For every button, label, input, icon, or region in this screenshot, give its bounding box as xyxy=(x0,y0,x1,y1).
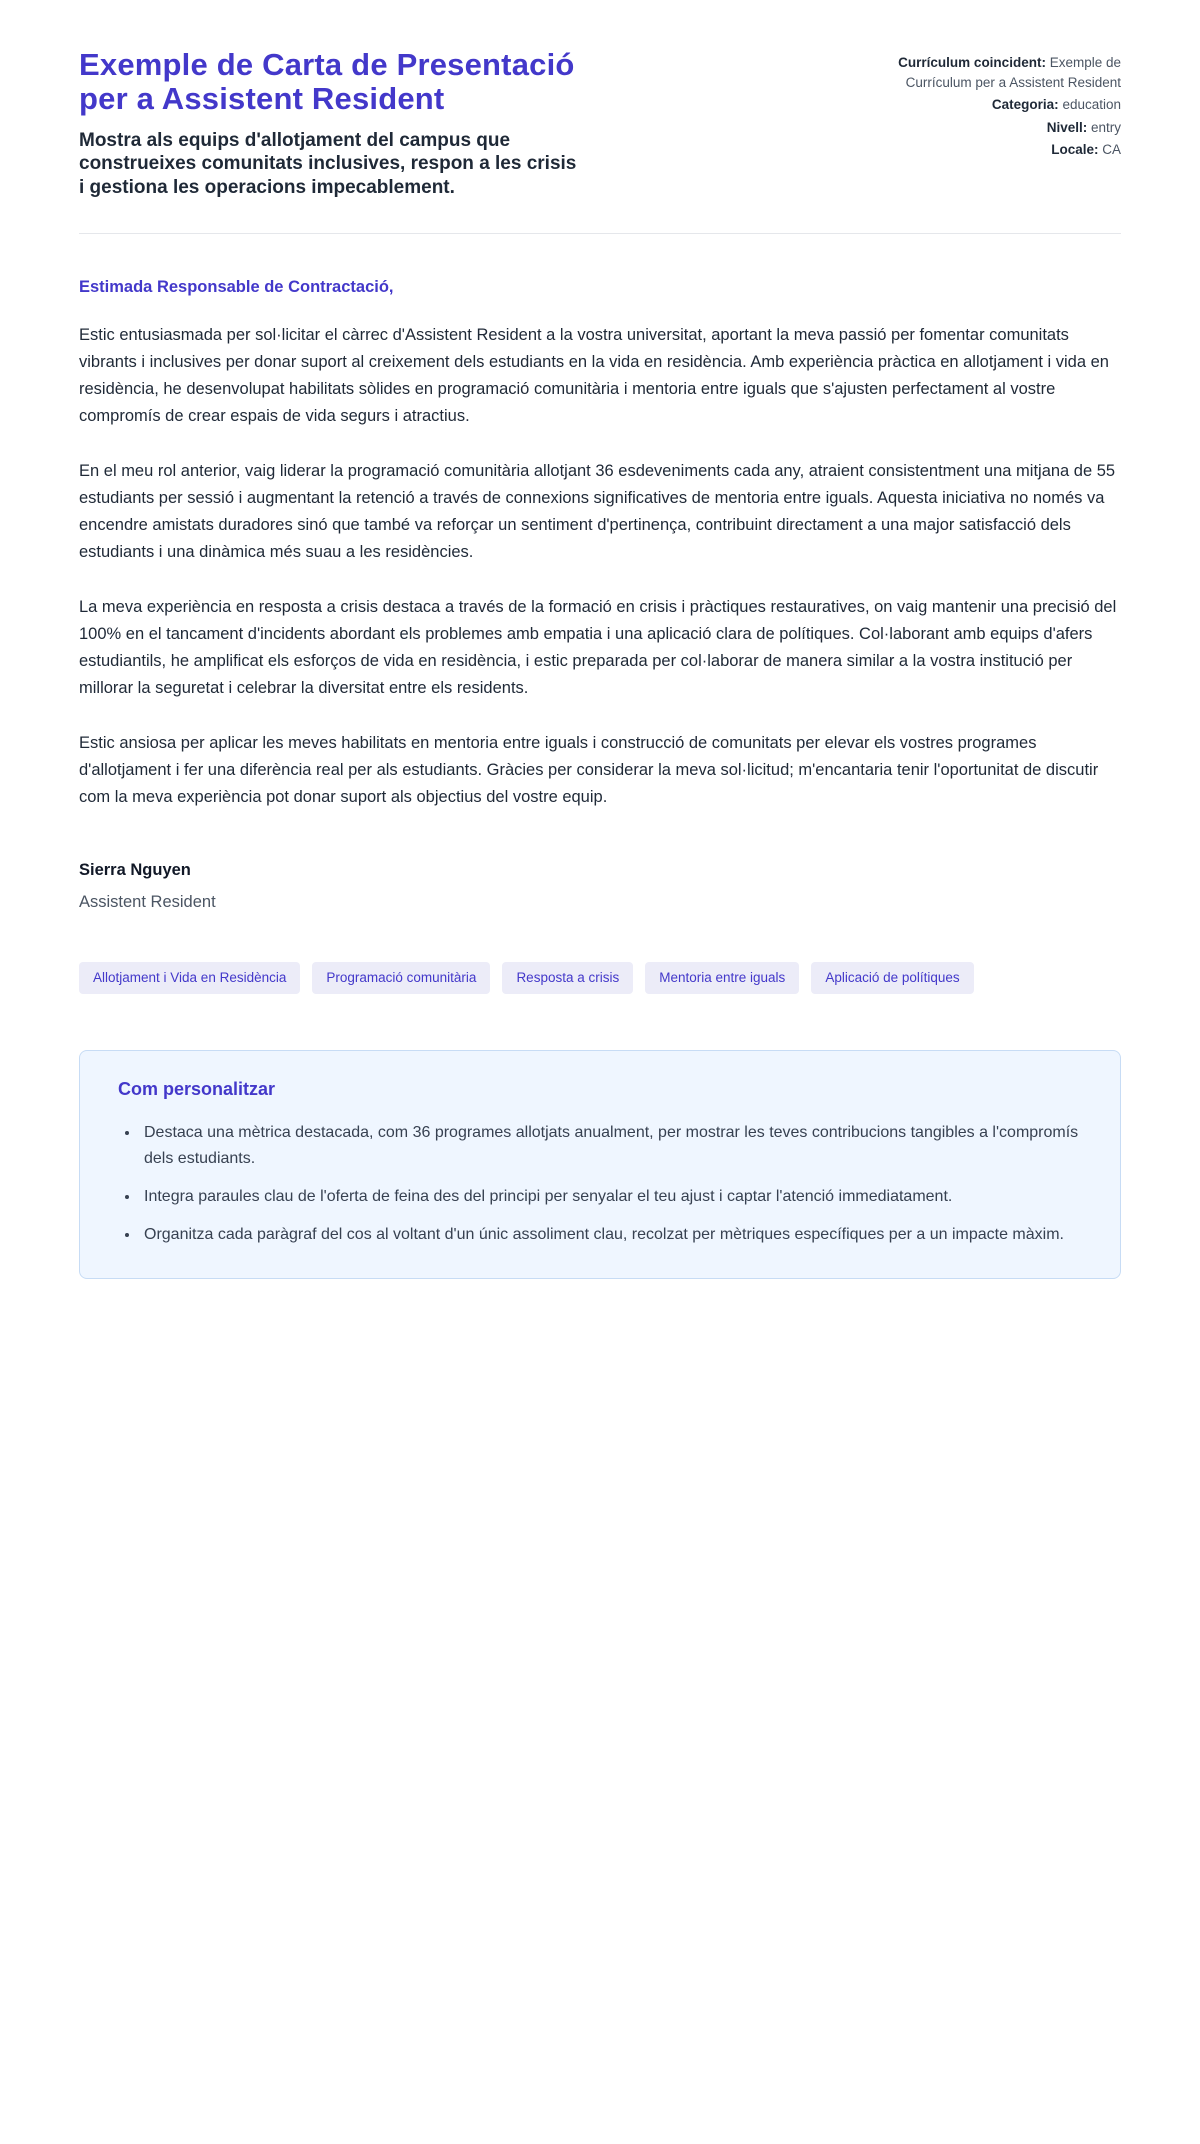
tip-item: • Destaca una mètrica destacada, com 36 programes allotjats anualment, per mostrar les teves contribucions tangibles a l'compromís dels estudiants. xyxy=(140,1120,1088,1172)
meta-label: Currículum coincident: xyxy=(898,55,1046,70)
letter-paragraph: Estic ansiosa per aplicar les meves habilitats en mentoria entre iguals i construcció de comunitats per elevar els vostres programes d'allotjament i fer una diferència real per als estudiants. Gràcies per considerar la meva sol·licitud; m'encantaria tenir l'oportunitat de discutir com la meva experiència pot donar suport als objectius del vostre equip. xyxy=(79,734,1099,807)
skill-tags xyxy=(79,962,1121,994)
resume-meta xyxy=(886,48,1121,163)
letter-paragraph: La meva experiència en resposta a crisis destaca a través de la formació en crisis i pràctiques restauratives, on vaig mantenir una precisió del 100% en el tancament d'incidents abordant els problemes amb empatia i una aplicació clara de polítiques. Col·laborant amb equips d'afers estudiantils, he amplificat els esforços de vida en residència, i estic preparada per col·laborar de manera similar a la vostra institució per millorar la seguretat i celebrar la diversitat entre els residents. xyxy=(79,598,1117,698)
meta-locale xyxy=(886,140,1121,160)
page-title: Exemple de Carta de Presentació per a Assistent Resident xyxy=(79,47,575,117)
meta-value: Exemple de Currículum per a Assistent Resident xyxy=(905,55,1121,90)
page-subtitle: Mostra als equips d'allotjament del campus que construeixes comunitats inclusives, respon a les crisis i gestiona les operacions impecablement. xyxy=(79,130,577,198)
meta-label: Categoria: xyxy=(991,97,1059,113)
meta-matching-resume xyxy=(886,53,1121,92)
tip-item: • Integra paraules clau de l'oferta de feina des del principi per senyalar el teu ajust i captar l'atenció immediatament. xyxy=(140,1184,1088,1210)
meta-category xyxy=(886,95,1121,115)
meta-label: Nivell: xyxy=(1046,119,1088,135)
skill-tag[interactable]: Allotjament i Vida en Residència xyxy=(79,962,300,994)
skill-tag[interactable]: Mentoria entre iguals xyxy=(645,962,799,994)
skill-tag[interactable]: Resposta a crisis xyxy=(502,962,633,994)
page-header xyxy=(79,48,1121,234)
signature-role: Assistent Resident xyxy=(79,893,216,912)
meta-value: education xyxy=(1062,97,1121,113)
letter-paragraph: Estic entusiasmada per sol·licitar el càrrec d'Assistent Resident a la vostra universitat, aportant la meva passió per fomentar comunitats vibrants i inclusives per donar suport al creixement dels estudiants en la vida en residència. Amb experiència pràctica en allotjament i vida en residència, he desenvolupat habilitats sòlides en programació comunitària i mentoria entre iguals que s'ajusten perfectament al vostre compromís de crear espais de vida segurs i atractius. xyxy=(79,325,1109,425)
meta-value: CA xyxy=(1102,142,1121,158)
meta-value: entry xyxy=(1090,119,1121,135)
tips-box xyxy=(79,1050,1121,1279)
tip-item: • Organitza cada paràgraf del cos al voltant d'un únic assoliment clau, recolzat per mètriques específiques per a un impacte màxim. xyxy=(140,1222,1088,1248)
letter-paragraph: En el meu rol anterior, vaig liderar la programació comunitària allotjant 36 esdeveniments cada any, atraient consistentment una mitjana de 55 estudiants per sessió i augmentant la retenció a través de connexions significatives de mentoria entre iguals. Aquesta iniciativa no només va encendre amistats duradores sinó que també va reforçar un sentiment d'pertinença, contribuint directament a una major satisfacció dels estudiants i una dinàmica més suau a les residències. xyxy=(79,461,1116,562)
skill-tag[interactable]: Programació comunitària xyxy=(312,962,490,994)
letter-body xyxy=(79,234,1121,913)
skill-tag[interactable]: Aplicació de polítiques xyxy=(811,962,973,994)
cover-letter-page xyxy=(79,0,1121,1339)
meta-label: Locale: xyxy=(1051,142,1099,158)
signature-name: Sierra Nguyen xyxy=(79,861,191,880)
letter-greeting: Estimada Responsable de Contractació, xyxy=(79,277,394,296)
tips-list xyxy=(112,1120,1088,1248)
header-title-block xyxy=(79,48,584,199)
meta-level xyxy=(886,118,1121,138)
tips-title: Com personalitzar xyxy=(118,1078,276,1099)
